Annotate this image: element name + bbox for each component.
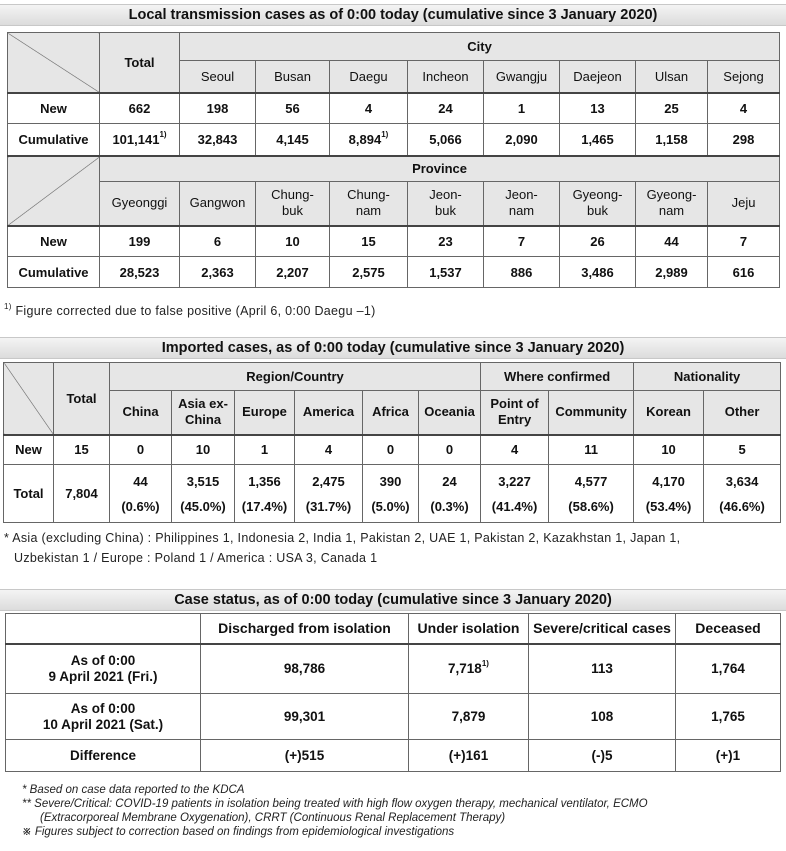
region-name: America <box>295 391 363 435</box>
row-label: Cumulative <box>8 257 100 288</box>
cell: 1,765 <box>676 694 781 740</box>
cell: 5,066 <box>408 124 484 156</box>
province-name <box>330 182 408 226</box>
row-label <box>6 694 201 740</box>
count-value: 24 <box>442 473 457 489</box>
cell: 99,301 <box>201 694 409 740</box>
cell: 0 <box>419 435 481 465</box>
cell: 56 <box>256 93 330 124</box>
province-header: Province <box>100 156 780 182</box>
count-value: 4,170 <box>652 473 685 489</box>
cell: 616 <box>708 257 780 288</box>
cell <box>110 465 172 523</box>
cell <box>235 465 295 523</box>
region-name: Oceania <box>419 391 481 435</box>
status-note-2: ** Severe/Critical: COVID-19 patients in isolation being treated with high flow oxygen therapy, mechanical ventilator, ECMO <box>22 798 648 810</box>
city-name: Busan <box>256 61 330 93</box>
cell: 198 <box>180 93 256 124</box>
province-name-line2: buk <box>435 203 456 219</box>
status-header: Under isolation <box>409 614 529 644</box>
row-label: New <box>8 93 100 124</box>
imported-total-row <box>4 465 781 523</box>
row-label: Total <box>4 465 54 523</box>
province-name <box>256 182 330 226</box>
status-row-apr9 <box>6 644 781 694</box>
cell: (+)1 <box>676 740 781 772</box>
cell: 13 <box>560 93 636 124</box>
diagonal-header-cell <box>8 33 100 93</box>
status-note-3: (Extracorporeal Membrane Oxygenation), CRRT (Continuous Renal Replacement Therapy) <box>40 812 506 824</box>
status-row-apr10 <box>6 694 781 740</box>
cell: 4 <box>295 435 363 465</box>
cell: 4 <box>330 93 408 124</box>
province-name <box>484 182 560 226</box>
imported-title: Imported cases, as of 0:00 today (cumulative since 3 January 2020) <box>0 337 786 359</box>
total-header: Total <box>54 363 110 435</box>
region-name: China <box>110 391 172 435</box>
cell: 25 <box>636 93 708 124</box>
city-name: Seoul <box>180 61 256 93</box>
cell: 199 <box>100 226 180 257</box>
cell <box>549 465 634 523</box>
percent-value: (31.7%) <box>305 498 352 514</box>
cell <box>419 465 481 523</box>
where-header: Where confirmed <box>481 363 634 391</box>
cell: 15 <box>54 435 110 465</box>
province-name-line1: Jeon- <box>505 187 538 203</box>
cell: 7 <box>484 226 560 257</box>
cell: 4,145 <box>256 124 330 156</box>
cell: 1 <box>484 93 560 124</box>
cell <box>330 124 408 156</box>
value: 101,141 <box>112 131 160 147</box>
status-header: Discharged from isolation <box>201 614 409 644</box>
region-header: Region/Country <box>110 363 481 391</box>
percent-value: (5.0%) <box>371 498 410 514</box>
case-status-table <box>5 613 781 772</box>
percent-value: (41.4%) <box>491 498 538 514</box>
row-label: New <box>4 435 54 465</box>
count-value: 390 <box>379 473 402 489</box>
status-row-difference <box>6 740 781 772</box>
province-name <box>408 182 484 226</box>
row-label-line1: As of 0:00 <box>70 700 136 716</box>
cell: 3,486 <box>560 257 636 288</box>
cell <box>295 465 363 523</box>
percent-value: (0.6%) <box>121 498 160 514</box>
where-name: Point of Entry <box>481 391 549 435</box>
percent-value: (45.0%) <box>180 498 226 514</box>
percent-value: (0.3%) <box>430 498 469 514</box>
province-name-line1: Chung- <box>347 187 390 203</box>
cell: 108 <box>529 694 676 740</box>
cell: 98,786 <box>201 644 409 694</box>
row-label: Cumulative <box>8 124 100 156</box>
province-name <box>560 182 636 226</box>
province-name-line1: Gyeong- <box>572 187 623 203</box>
nationality-name: Other <box>704 391 781 435</box>
status-note-1: * Based on case data reported to the KDCA <box>22 784 245 796</box>
cell: 662 <box>100 93 180 124</box>
percent-value: (53.4%) <box>645 498 692 514</box>
nationality-header: Nationality <box>634 363 781 391</box>
value: 7,718 <box>448 661 482 677</box>
value: 8,894 <box>348 131 382 147</box>
total-header: Total <box>100 33 180 93</box>
province-name-line2: buk <box>587 203 608 219</box>
row-label: Difference <box>6 740 201 772</box>
province-name-line2: nam <box>658 203 685 219</box>
empty-header-cell <box>6 614 201 644</box>
city-name: Sejong <box>708 61 780 93</box>
province-name <box>708 182 780 226</box>
cell: 10 <box>256 226 330 257</box>
footnote-mark: 1) <box>4 302 12 311</box>
cell <box>409 644 529 694</box>
region-name: Africa <box>363 391 419 435</box>
status-header: Deceased <box>676 614 781 644</box>
city-name: Incheon <box>408 61 484 93</box>
count-value: 4,577 <box>574 473 608 489</box>
cell: 10 <box>172 435 235 465</box>
city-name: Gwangju <box>484 61 560 93</box>
count-value: 3,634 <box>725 473 759 489</box>
cell <box>634 465 704 523</box>
cell: (-)5 <box>529 740 676 772</box>
footnote-mark: 1) <box>159 129 167 139</box>
percent-value: (58.6%) <box>568 498 614 514</box>
imported-note-line1: * Asia (excluding China) : Philippines 1, Indonesia 2, India 1, Pakistan 2, UAE 1, Pakistan 2, Kazakhstan 1, Japan 1, <box>4 531 681 545</box>
cell: 2,207 <box>256 257 330 288</box>
city-header: City <box>180 33 780 61</box>
percent-value: (46.6%) <box>719 498 765 514</box>
province-name <box>180 182 256 226</box>
local-title: Local transmission cases as of 0:00 today (cumulative since 3 January 2020) <box>0 4 786 26</box>
cell: 7,879 <box>409 694 529 740</box>
cell: 298 <box>708 124 780 156</box>
count-value: 2,475 <box>312 473 345 489</box>
province-name-line1: Chung- <box>271 187 314 203</box>
cell: 15 <box>330 226 408 257</box>
cell: 1,537 <box>408 257 484 288</box>
percent-value: (17.4%) <box>241 498 288 514</box>
province-cumulative-row <box>8 257 780 288</box>
cell: 44 <box>636 226 708 257</box>
footnote-mark: 1) <box>381 129 389 139</box>
city-cumulative-row <box>8 124 780 156</box>
cell: 0 <box>110 435 172 465</box>
cell: 886 <box>484 257 560 288</box>
count-value: 3,515 <box>186 473 220 489</box>
local-transmission-table <box>7 32 780 288</box>
cell: 2,575 <box>330 257 408 288</box>
diagonal-header-cell <box>4 363 54 435</box>
province-name-line2: nam <box>355 203 382 219</box>
row-label-line2: 9 April 2021 (Fri.) <box>48 668 158 684</box>
footnote-mark: 1) <box>481 659 489 669</box>
cell: 32,843 <box>180 124 256 156</box>
cell: 1 <box>235 435 295 465</box>
cell: 7 <box>708 226 780 257</box>
cell: 5 <box>704 435 781 465</box>
cell: 0 <box>363 435 419 465</box>
count-value: 44 <box>133 473 148 489</box>
region-name: Asia ex-China <box>172 391 235 435</box>
cell <box>363 465 419 523</box>
count-value: 1,356 <box>248 473 281 489</box>
province-name-line2: nam <box>508 203 535 219</box>
status-note-4: ※ Figures subject to correction based on findings from epidemiological investigations <box>22 826 455 838</box>
province-name <box>636 182 708 226</box>
row-label: New <box>8 226 100 257</box>
cell <box>100 124 180 156</box>
cell: 113 <box>529 644 676 694</box>
row-label <box>6 644 201 694</box>
cell: 2,989 <box>636 257 708 288</box>
province-name-line1: Gangwon <box>189 195 246 211</box>
row-label-line1: As of 0:00 <box>70 652 136 668</box>
diagonal-header-cell <box>8 156 100 226</box>
cell <box>172 465 235 523</box>
status-title: Case status, as of 0:00 today (cumulative since 3 January 2020) <box>0 589 786 611</box>
cell: (+)515 <box>201 740 409 772</box>
cell <box>704 465 781 523</box>
footnote-text: Figure corrected due to false positive (April 6, 0:00 Daegu –1) <box>15 304 376 318</box>
cell: 28,523 <box>100 257 180 288</box>
region-name: Europe <box>235 391 295 435</box>
cell: 11 <box>549 435 634 465</box>
cell: (+)161 <box>409 740 529 772</box>
city-name: Ulsan <box>636 61 708 93</box>
province-name-line1: Jeju <box>731 195 756 211</box>
cell: 4 <box>481 435 549 465</box>
cell: 23 <box>408 226 484 257</box>
cell: 1,764 <box>676 644 781 694</box>
imported-note-line2: Uzbekistan 1 / Europe : Poland 1 / America : USA 3, Canada 1 <box>14 551 378 565</box>
province-name-line1: Gyeong- <box>646 187 697 203</box>
province-name-line1: Jeon- <box>429 187 462 203</box>
where-name: Community <box>549 391 634 435</box>
row-label-line2: 10 April 2021 (Sat.) <box>42 716 164 732</box>
count-value: 3,227 <box>498 473 531 489</box>
cell: 10 <box>634 435 704 465</box>
province-name <box>100 182 180 226</box>
province-name-line2: buk <box>282 203 303 219</box>
cell: 1,158 <box>636 124 708 156</box>
cell: 6 <box>180 226 256 257</box>
cell: 2,363 <box>180 257 256 288</box>
cell: 1,465 <box>560 124 636 156</box>
province-new-row <box>8 226 780 257</box>
cell <box>481 465 549 523</box>
cell: 26 <box>560 226 636 257</box>
local-footnote <box>4 304 376 318</box>
city-name: Daejeon <box>560 61 636 93</box>
total-value: 7,804 <box>54 465 110 523</box>
nationality-name: Korean <box>634 391 704 435</box>
province-names-row <box>8 182 780 226</box>
imported-cases-table <box>3 362 781 523</box>
city-new-row <box>8 93 780 124</box>
status-header: Severe/critical cases <box>529 614 676 644</box>
cell: 4 <box>708 93 780 124</box>
cell: 2,090 <box>484 124 560 156</box>
cell: 24 <box>408 93 484 124</box>
city-name: Daegu <box>330 61 408 93</box>
imported-new-row <box>4 435 781 465</box>
province-name-line1: Gyeonggi <box>111 195 168 211</box>
